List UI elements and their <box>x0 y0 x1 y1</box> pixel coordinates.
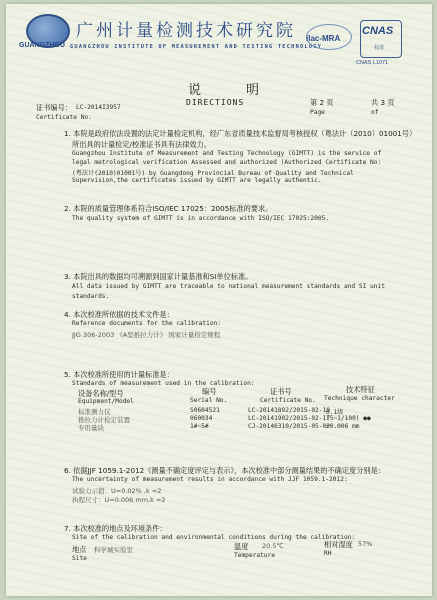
col-equipment-cn: 设备名称/型号 <box>78 389 124 398</box>
standards-cell-cert: LC-20141892/2015-02-19 <box>248 407 330 414</box>
section2-cn: 2. 本院的质量管理体系符合ISO/IEC 17025：2005标准的要求。 <box>64 204 273 213</box>
standards-cell-equip: 推拉力计检定装置 <box>78 416 130 424</box>
standards-cell-equip: 标准测力仪 <box>78 408 111 416</box>
page-number-cn: 第 2 页 <box>310 98 334 107</box>
standards-cell-serial: 1#~5# <box>190 423 209 430</box>
institute-name-en: GUANGZHOU INSTITUTE OF MEASUREMENT AND TESTING TECHNOLOGY <box>70 44 323 50</box>
cert-no-value: LC-2014I3957 <box>76 104 121 111</box>
temperature-value: 20.5℃ <box>262 542 284 550</box>
cert-no-label-cn: 证书编号： <box>36 103 72 112</box>
section3-en1: All data issued by GIMTT are traceable to national measurement standards and SI unit <box>72 283 385 290</box>
page-total-cn: 共 3 页 <box>371 98 395 107</box>
section5-cn: 5. 本次校准所使用的计量标准是： <box>64 370 174 379</box>
humidity-label-en: RH <box>324 550 332 557</box>
col-cert-en: Certificate No. <box>260 397 316 404</box>
section1-cn2: 所出具的计量检定/校准证书具有法律效力。 <box>72 140 211 149</box>
cnas-id: CNAS L1071 <box>356 60 389 66</box>
section1-en2: legal metrological verification Assessed and authorized (Authorized Certificate No: <box>72 159 382 166</box>
standards-cell-tech: 0.1级 <box>326 409 344 416</box>
section4-cn: 4. 本次校准所依据的技术文件是： <box>64 310 174 319</box>
site-label-cn: 地点 <box>72 545 87 554</box>
section1-cn: 1. 本院是政府依法设置的法定计量检定机构，经广东省质量技术监督局考核授权（粤法计（2010）01001号） <box>64 129 417 138</box>
standards-cell-cert: CJ-20146310/2015-05-02 <box>248 423 330 430</box>
standards-cell-tech: (5~1/100) ●● <box>326 415 371 422</box>
standards-cell-tech: ±0.006 mm <box>326 423 360 430</box>
section1-en3: (粤法计(2010)01001号) by Guangdong Provincial Bureau of Quality and Technical <box>72 170 354 177</box>
page-number-en: Page <box>310 109 325 116</box>
section4-en: Reference documents for the calibration: <box>72 320 222 327</box>
cnas-sub: 校准 <box>374 45 385 51</box>
ilac-label: ilac-MRA <box>306 34 341 43</box>
site-label-en: Site <box>72 555 87 562</box>
site-value: 科学城实验室 <box>94 546 133 554</box>
temperature-label-en: Temperature <box>234 552 275 559</box>
section3-cn: 3. 本院出具的数据均可溯源到国家计量基准和SI单位标准。 <box>64 272 253 281</box>
page-title-en: DIRECTIONS <box>186 98 245 107</box>
cert-no-label-en: Certificate No. <box>36 114 92 121</box>
section6-en: The uncertainty of measurement results in accordance with JJF 1059.1-2012: <box>72 476 348 483</box>
col-serial-cn: 编号 <box>202 387 217 396</box>
col-tech-en: Technique character <box>324 395 395 402</box>
temperature-label-cn: 温度 <box>234 542 249 551</box>
section7-en: Site of the calibration and environmental conditions during the calibration: <box>72 534 356 541</box>
uncertainty-line2: 执程尺寸：U=0.006 mm,k =2 <box>72 496 166 504</box>
humidity-value: 57% <box>358 540 373 548</box>
uncertainty-line1: 试验力示值：U=0.02% ,k =2 <box>72 487 162 495</box>
section1-en1: Guangzhou Institute of Measurement and Testing Technology (GIMTT) is the service of <box>72 150 382 157</box>
standards-cell-serial: S0604521 <box>190 407 220 414</box>
certificate-page <box>6 4 432 596</box>
institute-name-cn: 广州计量检测技术研究院 <box>76 21 296 41</box>
section3-en2: standards. <box>72 293 110 300</box>
col-equipment-en: Equipment/Model <box>78 398 134 405</box>
section7-cn: 7. 本次校准的地点及环境条件： <box>64 524 167 533</box>
standards-cell-cert: LC-20141902/2015-02-17 <box>248 415 330 422</box>
section6-cn: 6. 依据JJF 1059.1-2012《测量不确定度评定与表示》，本次校准中部分测量结果的不确定度分别是： <box>64 466 385 475</box>
logo-text: GUANGZHOU <box>19 42 65 49</box>
page-total-en: of <box>371 109 379 116</box>
col-cert-cn: 证书号 <box>270 387 292 396</box>
standards-cell-equip: 专用量块 <box>78 424 104 432</box>
page-title-cn: 说 明 <box>188 83 276 98</box>
standards-cell-serial: 060034 <box>190 415 213 422</box>
col-tech-cn: 技术特征 <box>346 385 375 394</box>
humidity-label-cn: 相对湿度 <box>324 540 353 549</box>
section5-en: Standards of measurement used in the calibration: <box>72 380 255 387</box>
col-serial-en: Serial No. <box>190 397 228 404</box>
section4-document: JJG 306-2003 《A型推拉力计》 国家计量检定规程 <box>72 331 221 339</box>
section1-en4: Supervision,the certificates issued by GIMTT are legally authentic. <box>72 177 322 184</box>
cnas-label: CNAS <box>362 25 394 37</box>
section2-en: The quality system of GIMTT is in accordance with ISO/IEC 17025:2005. <box>72 215 330 222</box>
